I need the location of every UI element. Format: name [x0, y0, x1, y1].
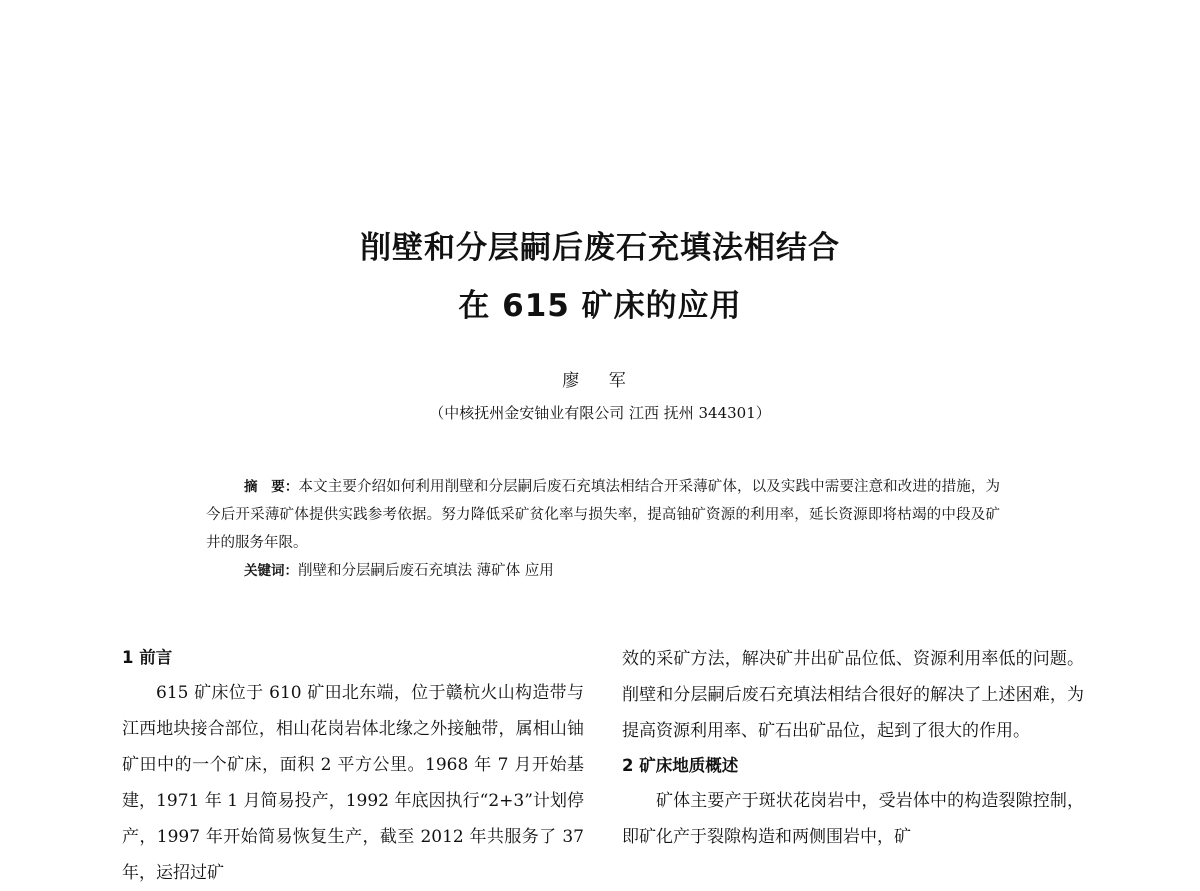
right-column	[622, 641, 1084, 855]
title-line-2: 在 615 矿床的应用	[458, 288, 742, 324]
keywords-text: 削壁和分层嗣后废石充填法 薄矿体 应用	[298, 563, 554, 579]
section-1-paragraph: 615 矿床位于 610 矿田北东端，位于赣杭火山构造带与江西地块接合部位，相山花岗岩体北缘之外接触带，属相山铀矿田中的一个矿床，面积 2 平方公里。1968 年 7 月开始基建，1971 年 1 月简易投产，1992 年底因执行“2+3”计划停产，1997 年开始简易恢复生产，截至 2012 年共服务了 37 年，运招过矿	[122, 683, 584, 883]
continuation-paragraph: 效的采矿方法，解决矿井出矿品位低、资源利用率低的问题。削壁和分层嗣后废石充填法相结合很好的解决了上述困难，为提高资源利用率、矿石出矿品位，起到了很大的作用。	[622, 649, 1084, 741]
section-2-heading: 2 矿床地质概述	[622, 756, 739, 775]
author: 廖 军	[562, 371, 638, 391]
section-1-heading: 1 前言	[122, 648, 173, 667]
abstract-text: 本文主要介绍如何利用削壁和分层嗣后废石充填法相结合开采薄矿体，以及实践中需要注意和改进的措施，为今后开采薄矿体提供实践参考依据。努力降低采矿贫化率与损失率，提高铀矿资源的利用率，延长资源即将枯竭的中段及矿井的服务年限。	[206, 479, 1001, 551]
left-column	[122, 641, 584, 891]
keywords-line	[206, 557, 1000, 585]
section-2-paragraph: 矿体主要产于斑状花岗岩中，受岩体中的构造裂隙控制，即矿化产于裂隙构造和两侧围岩中，矿	[622, 791, 1084, 847]
abstract-label: 摘 要：	[244, 479, 299, 495]
title-line-1: 削壁和分层嗣后废石充填法相结合	[360, 230, 840, 266]
abstract-block	[206, 473, 1000, 585]
abstract-paragraph	[206, 473, 1000, 557]
keywords-label: 关键词：	[244, 563, 298, 579]
affiliation: （中核抚州金安铀业有限公司 江西 抚州 344301）	[429, 404, 771, 422]
